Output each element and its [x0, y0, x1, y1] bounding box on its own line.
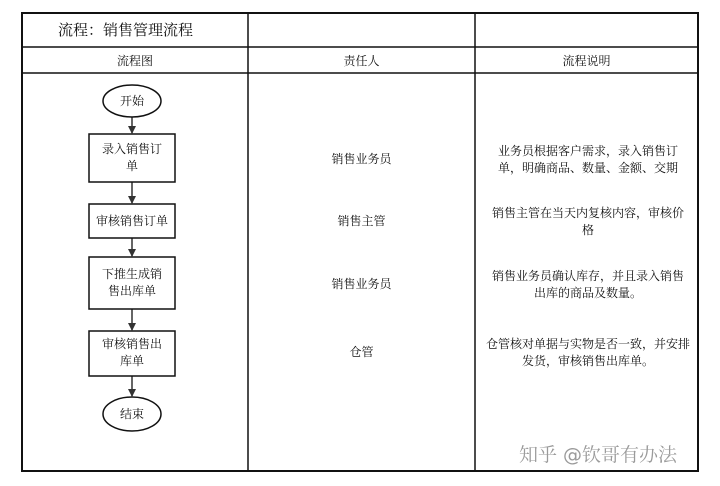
step1-node-label [89, 141, 175, 175]
desc-row-2-line-2: 格 [581, 223, 594, 237]
watermark-text: 知乎 @钦哥有办法 [519, 444, 678, 466]
header-description: 流程说明 [562, 54, 611, 68]
desc-row-1-line-1: 业务员根据客户需求，录入销售订 [497, 144, 678, 158]
step4-node-label [89, 336, 175, 370]
owner-row-2: 销售主管 [337, 214, 386, 228]
end-node-label: 结束 [119, 406, 144, 421]
desc-row-1-line-2: 单，明确商品、数量、金额、交期 [497, 161, 678, 175]
desc-row-1 [480, 143, 696, 177]
step3-label-line-1: 下推生成销 [101, 267, 162, 281]
step1-label-line-1: 录入销售订 [101, 142, 162, 156]
step3-node-label [89, 266, 175, 300]
header-owner: 责任人 [343, 54, 380, 68]
desc-row-2-line-1: 销售主管在当天内复核内容，审核价 [491, 206, 684, 220]
start-node-label: 开始 [119, 93, 144, 108]
desc-row-4 [480, 336, 696, 370]
desc-row-4-line-1: 仓管核对单据与实物是否一致，并安排 [485, 337, 690, 351]
owner-row-4: 仓管 [349, 345, 374, 359]
step1-label-line-2: 单 [125, 159, 138, 173]
owner-row-3: 销售业务员 [331, 277, 392, 291]
step4-label-line-1: 审核销售出 [101, 337, 162, 351]
step2-node-label: 审核销售订单 [95, 213, 168, 228]
desc-row-3-line-2: 出库的商品及数量。 [533, 286, 642, 300]
step3-label-line-2: 售出库单 [107, 284, 156, 298]
desc-row-3 [480, 268, 696, 302]
page-title: 流程：销售管理流程 [58, 21, 194, 39]
owner-row-1: 销售业务员 [331, 152, 392, 166]
header-flowchart: 流程图 [116, 54, 153, 68]
desc-row-3-line-1: 销售业务员确认库存，并且录入销售 [491, 269, 684, 283]
step4-label-line-2: 库单 [119, 354, 144, 368]
desc-row-2 [480, 205, 696, 239]
desc-row-4-line-2: 发货，审核销售出库单。 [521, 354, 654, 368]
